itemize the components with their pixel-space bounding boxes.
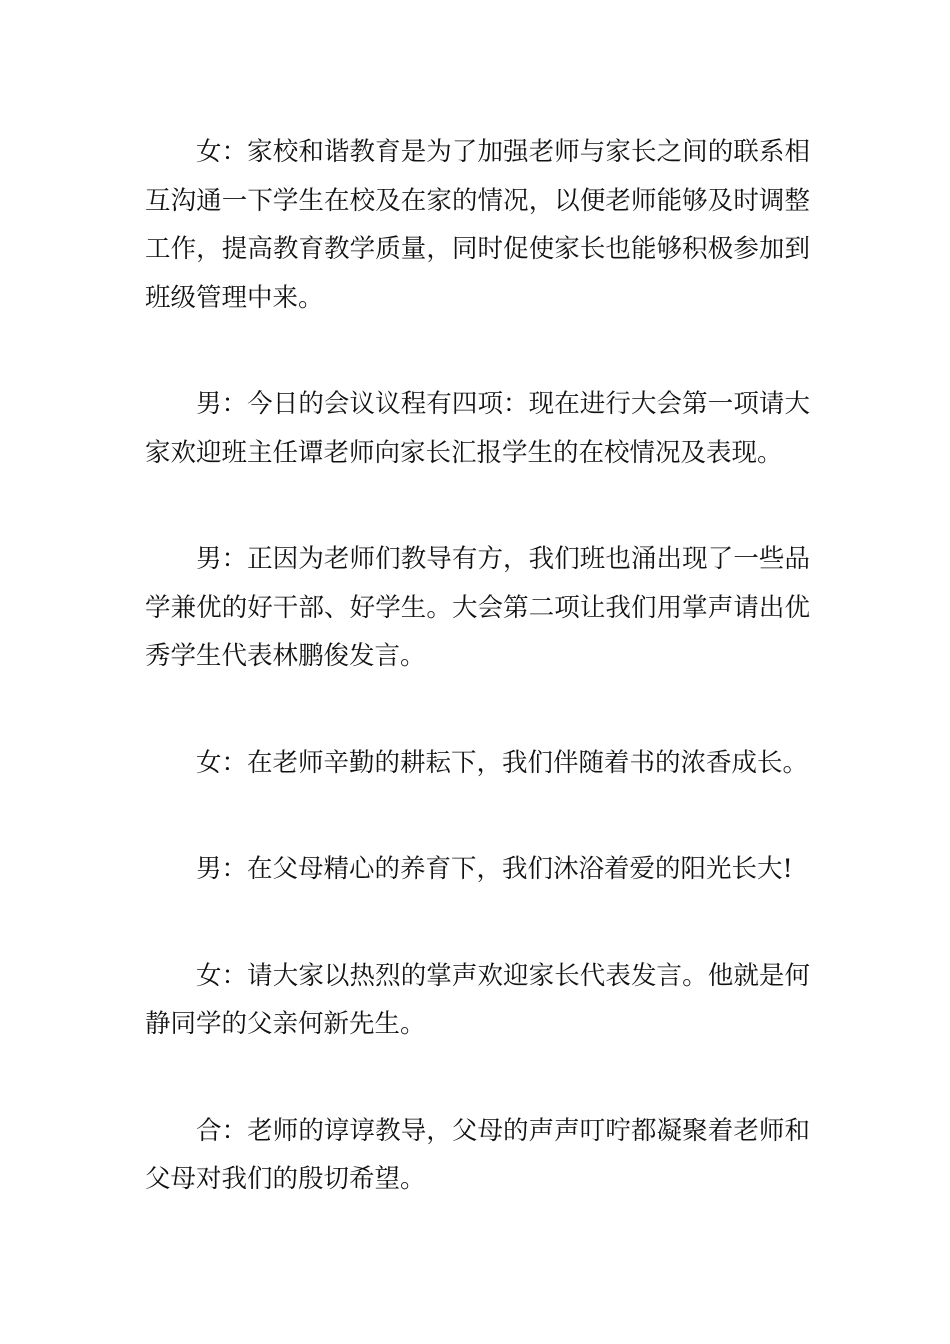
paragraph-together-closing: 合：老师的谆谆教导，父母的声声叮咛都凝聚着老师和父母对我们的殷切希望。 bbox=[145, 1115, 810, 1194]
paragraph-female-parent-speech: 女：请大家以热烈的掌声欢迎家长代表发言。他就是何静同学的父亲何新先生。 bbox=[145, 960, 810, 1039]
document-body bbox=[145, 128, 810, 1262]
paragraph-male-parents: 男：在父母精心的养育下，我们沐浴着爱的阳光长大! bbox=[196, 854, 793, 884]
paragraph-male-student-speech: 男：正因为老师们教导有方，我们班也涌出现了一些品学兼优的好干部、好学生。大会第二项让我们用掌声请出优秀学生代表林鹏俊发言。 bbox=[145, 544, 810, 671]
paragraph-female-intro: 女：家校和谐教育是为了加强老师与家长之间的联系相互沟通一下学生在校及在家的情况，以便老师能够及时调整工作，提高教育教学质量，同时促使家长也能够积极参加到班级管理中来。 bbox=[145, 137, 810, 313]
paragraph-female-teachers: 女：在老师辛勤的耕耘下，我们伴随着书的浓香成长。 bbox=[196, 747, 809, 778]
paragraph-male-agenda: 男：今日的会议议程有四项：现在进行大会第一项请大家欢迎班主任谭老师向家长汇报学生的在校情况及表现。 bbox=[145, 389, 810, 468]
